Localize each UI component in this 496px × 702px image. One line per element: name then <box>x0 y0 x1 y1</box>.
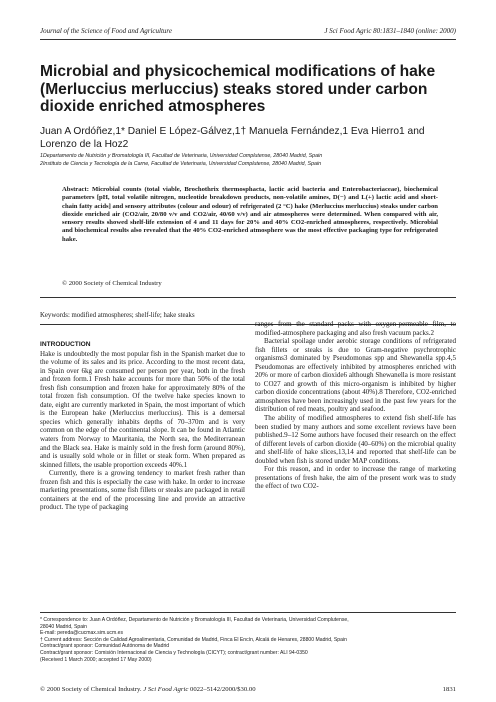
abstract: Abstract: Microbial counts (total viable, Brochothrix thermosphacta, lactic acid bacteria and Enterobacteriaceae), biochemical parameters [pH, total volatile nitrogen, nucleotide breakdown products, non-volatile amines, D(−) and L(+) lactic acid and short-chain fatty acids] and sensory attributes (colour and odour) of refrigerated (2 °C) hake (Merluccius merluccius) steaks under carbon dioxide enriched air (CO2/air, 20/80 v/v and CO2/air, 40/60 v/v) and air atmospheres were determined. When compared with air, sensory results showed shelf-life extension of 4 and 11 days for 20% and 40% CO2-enriched atmospheres, respectively. Microbial and biochemical results also revealed that the 40% CO2-enriched atmosphere was the most effective packaging type for refrigerated hake. <box>62 186 438 243</box>
paragraph: Hake is undoubtedly the most popular fish in the Spanish market due to the volume of its sales and its price. According to the most recent data, in Spain over 6kg are consumed per person per year, both in the fresh and frozen form.1 Fresh hake accounts for more than 50% of the total fresh fish consumption and frozen hake for approximately 80% of the total frozen fish consumption. Of the twelve hake species known to date, eight are currently marketed in Spain, the most important of which is the European hake (Merluccius merluccius). This is a demersal species which generally inhabits depths of 70–370m and is very common on the edge of the continental slope. It can be found in Atlantic waters from Norway to Mauritania, the North sea, the Mediterranean and the Black sea. Hake is mainly sold in the fresh form (around 80%), and is usually sold whole or in fillet or steak form. When prepared as skinned fillets, the usable proportion exceeds 40%.1 <box>40 349 245 469</box>
section-heading-introduction: INTRODUCTION <box>40 341 91 348</box>
paragraph: ranges from the standard packs with oxygen-permeable film, to modified-atmosphere packaging and also fresh vacuum packs.2 <box>255 320 456 337</box>
affiliation-2: 2Instituto de Ciencia y Tecnología de la Carne, Facultad de Veterinaria, Universidad Complutense, 28040 Madrid, Spain <box>40 161 322 167</box>
journal-citation: J Sci Food Agric 80:1831–1840 (online: 2000) <box>324 27 456 35</box>
footnotes <box>40 617 456 663</box>
abstract-rule-top <box>40 297 456 298</box>
footer-issn: 0022–5142/2000/$30.00 <box>189 686 256 693</box>
paragraph: For this reason, and in order to increase the range of marketing presentations of fresh hake, the aim of the present work was to study the effect of two CO2- <box>255 465 456 491</box>
left-column <box>40 341 245 512</box>
journal-name: Journal of the Science of Food and Agriculture <box>40 27 173 35</box>
header-rule <box>40 39 456 40</box>
footnote-email: E-mail: pereda@cucmax.sim.ucm.es <box>40 630 124 637</box>
footnote-address: 28040 Madrid, Spain <box>40 623 88 630</box>
paragraph: The ability of modified atmospheres to extend fish shelf-life has been studied by many authors and some excellent reviews have been published.9–12 Some authors have focused their research on the effect of different levels of carbon dioxide (40–60%) on the microbial quality and shelf-life of hake slices,13,14 and reported that shelf-life can be doubled when fish is stored under MAP conditions. <box>255 414 456 465</box>
footnote-correspondence: * Correspondence to: Juan A Ordóñez, Departamento de Nutrición y Bromatología III, Facultad de Veterinaria, Universidad Complutense, <box>40 617 349 623</box>
keywords: Keywords: modified atmospheres; shelf-life; hake steaks <box>40 312 195 319</box>
abstract-copyright: © 2000 Society of Chemical Industry <box>62 280 162 287</box>
article-title: Microbial and physicochemical modifications of hake (Merluccius merluccius) steaks stored under carbon dioxide enriched atmospheres <box>40 63 436 115</box>
running-header <box>40 27 456 37</box>
footer-publication-info <box>40 686 256 693</box>
affiliation-1: 1Departamento de Nutrición y Bromatología III, Facultad de Veterinaria, Universidad Complutense, 28040 Madrid, Spain <box>40 153 323 159</box>
footnote-current-address: † Current address: Sección de Calidad Agroalimentaria, Comunidad de Madrid, Finca El Encín, Alcalá de Henares, 28800 Madrid, Spain <box>40 636 347 643</box>
page-number: 1831 <box>442 686 456 693</box>
footer-copyright: © 2000 Society of Chemical Industry. <box>40 686 142 693</box>
footnote-rule <box>40 612 456 613</box>
footnote-received: (Received 1 March 2000; accepted 17 May 2000) <box>40 656 152 663</box>
footnote-sponsor-2: Contract/grant sponsor: Comisión Internacional de Ciencia y Technología (CICYT); contract/grant number: ALI 94-0350 <box>40 649 308 656</box>
footer-journal: J Sci Food Agric <box>143 686 189 693</box>
paragraph: Currently, there is a growing tendency to market fresh rather than frozen fish and this is especially the case with hake. In order to increase marketing presentations, some fish fillets or steaks are packaged in retail containers at the end of the processing line and provide an attractive product. The type of packaging <box>40 469 245 512</box>
paragraph: Bacterial spoilage under aerobic storage conditions of refrigerated fish fillets or steaks is due to Gram-negative psychrotrophic organisms3 dominated by Pseudomonas spp and Shewanella spp.4,5 Pseudomonas are effectively inhibited by atmospheres enriched with 20% or more of carbon dioxide6 although Shewanella is more resistant to CO27 and growth of this micro-organism is inhibited by higher carbon dioxide concentrations (about 40%).8 Therefore, CO2-enriched atmospheres have been increasingly used in the past few years for the distribution of red meats, poultry and seafood. <box>255 337 456 414</box>
page-footer <box>40 686 456 695</box>
footnote-sponsor-1: Contract/grant sponsor: Comunidad Autónoma de Madrid <box>40 643 170 650</box>
right-column <box>255 320 456 491</box>
author-list: Juan A Ordóñez,1* Daniel E López-Gálvez,1† Manuela Fernández,1 Eva Hierro1 and Lorenzo de la Hoz2 <box>40 126 425 150</box>
